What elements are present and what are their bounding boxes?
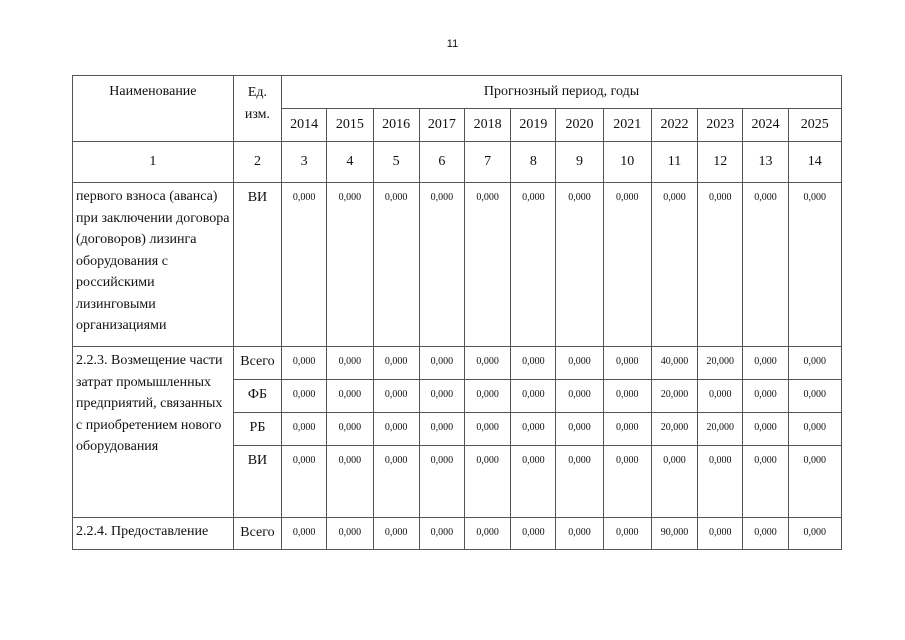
value-cell: 0,000 bbox=[603, 380, 651, 413]
value-cell: 0,000 bbox=[327, 347, 373, 380]
column-number: 8 bbox=[511, 142, 556, 183]
value-cell: 0,000 bbox=[511, 518, 556, 550]
value-cell: 0,000 bbox=[603, 413, 651, 446]
value-cell: 0,000 bbox=[282, 413, 327, 446]
value-cell: 0,000 bbox=[788, 183, 841, 347]
value-cell: 0,000 bbox=[511, 413, 556, 446]
column-number: 9 bbox=[556, 142, 603, 183]
column-number: 10 bbox=[603, 142, 651, 183]
value-cell: 0,000 bbox=[698, 446, 743, 518]
year-cell: 2021 bbox=[603, 109, 651, 142]
value-cell: 0,000 bbox=[419, 413, 464, 446]
value-cell: 0,000 bbox=[556, 380, 603, 413]
value-cell: 20,000 bbox=[651, 380, 697, 413]
value-cell: 0,000 bbox=[651, 446, 697, 518]
column-number: 11 bbox=[651, 142, 697, 183]
year-cell: 2020 bbox=[556, 109, 603, 142]
value-cell: 0,000 bbox=[282, 380, 327, 413]
column-number: 13 bbox=[743, 142, 788, 183]
year-cell: 2018 bbox=[464, 109, 510, 142]
row-name: 2.2.4. Предоставление bbox=[73, 518, 234, 550]
row-unit: Всего bbox=[233, 518, 281, 550]
value-cell: 0,000 bbox=[419, 518, 464, 550]
value-cell: 0,000 bbox=[743, 347, 788, 380]
value-cell: 0,000 bbox=[556, 446, 603, 518]
value-cell: 0,000 bbox=[419, 446, 464, 518]
year-cell: 2019 bbox=[511, 109, 556, 142]
value-cell: 0,000 bbox=[464, 347, 510, 380]
year-cell: 2015 bbox=[327, 109, 373, 142]
value-cell: 0,000 bbox=[464, 446, 510, 518]
value-cell: 0,000 bbox=[743, 413, 788, 446]
value-cell: 0,000 bbox=[464, 413, 510, 446]
value-cell: 0,000 bbox=[419, 347, 464, 380]
value-cell: 0,000 bbox=[743, 183, 788, 347]
row-unit: ФБ bbox=[233, 380, 281, 413]
row-unit: Всего bbox=[233, 347, 281, 380]
table-row bbox=[73, 347, 842, 380]
header-row bbox=[73, 76, 842, 109]
column-number: 6 bbox=[419, 142, 464, 183]
value-cell: 0,000 bbox=[282, 183, 327, 347]
column-number: 7 bbox=[464, 142, 510, 183]
value-cell: 0,000 bbox=[556, 347, 603, 380]
column-number: 2 bbox=[233, 142, 281, 183]
value-cell: 20,000 bbox=[698, 347, 743, 380]
header-unit: Ед. изм. bbox=[233, 76, 281, 142]
column-number: 4 bbox=[327, 142, 373, 183]
value-cell: 0,000 bbox=[788, 446, 841, 518]
year-cell: 2025 bbox=[788, 109, 841, 142]
value-cell: 0,000 bbox=[698, 518, 743, 550]
value-cell: 0,000 bbox=[419, 183, 464, 347]
value-cell: 0,000 bbox=[373, 446, 419, 518]
value-cell: 0,000 bbox=[327, 380, 373, 413]
column-number: 3 bbox=[282, 142, 327, 183]
value-cell: 0,000 bbox=[511, 380, 556, 413]
value-cell: 40,000 bbox=[651, 347, 697, 380]
table-row bbox=[73, 183, 842, 347]
value-cell: 0,000 bbox=[419, 380, 464, 413]
header-period: Прогнозный период, годы bbox=[282, 76, 842, 109]
column-numbers-row bbox=[73, 142, 842, 183]
value-cell: 0,000 bbox=[788, 380, 841, 413]
value-cell: 0,000 bbox=[788, 518, 841, 550]
year-cell: 2022 bbox=[651, 109, 697, 142]
value-cell: 0,000 bbox=[464, 183, 510, 347]
value-cell: 0,000 bbox=[698, 183, 743, 347]
header-name: Наименование bbox=[73, 76, 234, 142]
value-cell: 0,000 bbox=[373, 183, 419, 347]
table-row bbox=[73, 518, 842, 550]
column-number: 12 bbox=[698, 142, 743, 183]
value-cell: 0,000 bbox=[511, 347, 556, 380]
year-cell: 2024 bbox=[743, 109, 788, 142]
value-cell: 0,000 bbox=[788, 347, 841, 380]
value-cell: 0,000 bbox=[603, 183, 651, 347]
row-name: первого взноса (аванса) при заключении договора (договоров) лизинга оборудования с российскими лизинговыми организациями bbox=[73, 183, 234, 347]
value-cell: 0,000 bbox=[464, 380, 510, 413]
value-cell: 0,000 bbox=[698, 380, 743, 413]
value-cell: 0,000 bbox=[603, 347, 651, 380]
column-number: 14 bbox=[788, 142, 841, 183]
value-cell: 0,000 bbox=[282, 446, 327, 518]
page-number: 11 bbox=[446, 38, 459, 50]
value-cell: 0,000 bbox=[556, 183, 603, 347]
column-number: 5 bbox=[373, 142, 419, 183]
value-cell: 20,000 bbox=[698, 413, 743, 446]
value-cell: 0,000 bbox=[511, 183, 556, 347]
year-cell: 2017 bbox=[419, 109, 464, 142]
value-cell: 0,000 bbox=[327, 446, 373, 518]
value-cell: 0,000 bbox=[556, 413, 603, 446]
value-cell: 0,000 bbox=[511, 446, 556, 518]
year-cell: 2023 bbox=[698, 109, 743, 142]
value-cell: 0,000 bbox=[464, 518, 510, 550]
row-unit: РБ bbox=[233, 413, 281, 446]
value-cell: 0,000 bbox=[373, 380, 419, 413]
column-number: 1 bbox=[73, 142, 234, 183]
year-cell: 2016 bbox=[373, 109, 419, 142]
row-unit: ВИ bbox=[233, 446, 281, 518]
year-cell: 2014 bbox=[282, 109, 327, 142]
value-cell: 0,000 bbox=[743, 446, 788, 518]
value-cell: 0,000 bbox=[603, 518, 651, 550]
value-cell: 0,000 bbox=[373, 518, 419, 550]
value-cell: 0,000 bbox=[282, 518, 327, 550]
value-cell: 0,000 bbox=[743, 380, 788, 413]
value-cell: 0,000 bbox=[788, 413, 841, 446]
value-cell: 0,000 bbox=[603, 446, 651, 518]
value-cell: 0,000 bbox=[282, 347, 327, 380]
value-cell: 0,000 bbox=[373, 347, 419, 380]
row-unit: ВИ bbox=[233, 183, 281, 347]
value-cell: 0,000 bbox=[373, 413, 419, 446]
value-cell: 0,000 bbox=[327, 183, 373, 347]
row-name: 2.2.3. Возмещение части затрат промышленных предприятий, связанных с приобретением нового оборудования bbox=[73, 347, 234, 518]
value-cell: 90,000 bbox=[651, 518, 697, 550]
value-cell: 0,000 bbox=[327, 518, 373, 550]
value-cell: 0,000 bbox=[743, 518, 788, 550]
value-cell: 20,000 bbox=[651, 413, 697, 446]
forecast-table bbox=[72, 75, 842, 550]
value-cell: 0,000 bbox=[327, 413, 373, 446]
value-cell: 0,000 bbox=[651, 183, 697, 347]
value-cell: 0,000 bbox=[556, 518, 603, 550]
